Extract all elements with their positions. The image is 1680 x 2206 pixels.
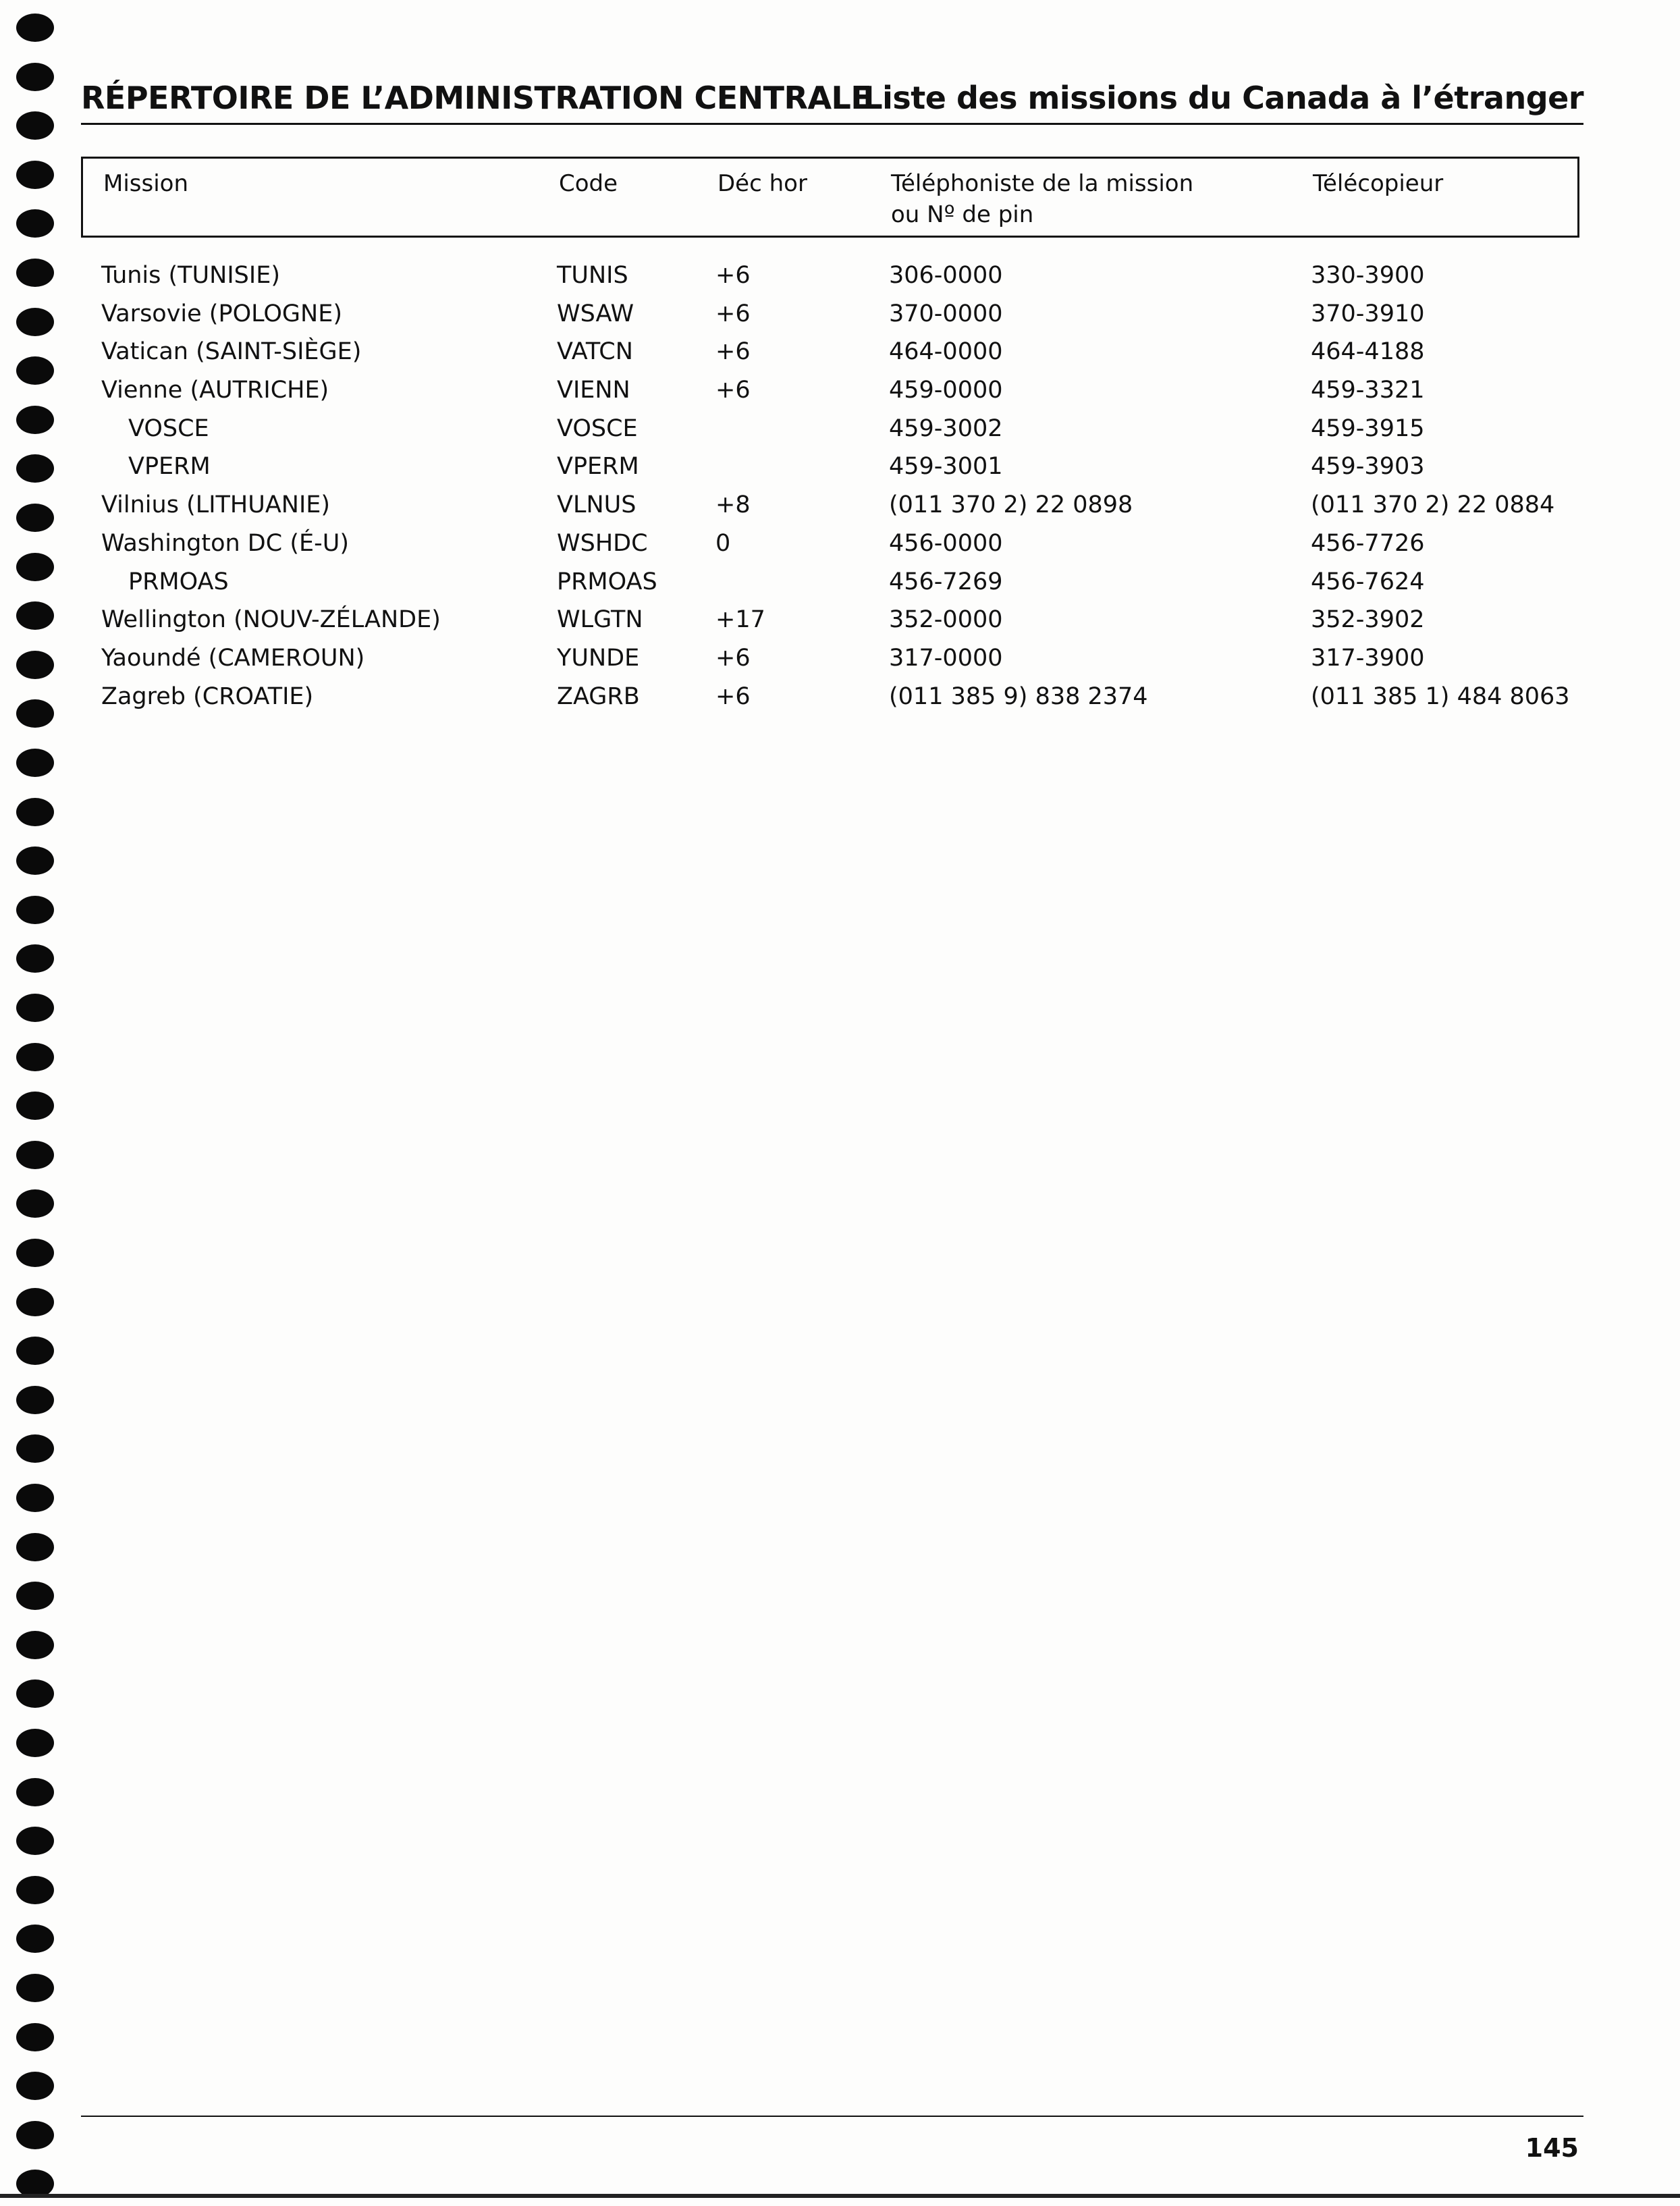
binding-hole xyxy=(16,1484,54,1512)
telephone-cell: 459-3002 xyxy=(889,414,1003,442)
binding-hole xyxy=(16,1679,54,1708)
binding-hole xyxy=(16,1239,54,1267)
fax-cell: 456-7726 xyxy=(1311,529,1425,557)
binding-hole xyxy=(16,1631,54,1659)
directory-title: RÉPERTOIRE DE L’ADMINISTRATION CENTRALE xyxy=(81,80,872,116)
footer-rule xyxy=(81,2116,1583,2117)
mission-cell: Wellington (NOUV-ZÉLANDE) xyxy=(101,606,441,634)
code-cell: ZAGRB xyxy=(557,682,640,710)
binding-hole xyxy=(16,1827,54,1855)
code-cell: VPERM xyxy=(557,453,639,481)
fax-cell: 459-3321 xyxy=(1311,377,1425,404)
mission-cell: Vilnius (LITHUANIE) xyxy=(101,491,331,519)
fax-cell: 330-3900 xyxy=(1311,262,1425,289)
dec-hor-cell: 0 xyxy=(715,529,731,557)
dec-hor-cell: +17 xyxy=(715,606,765,634)
telephone-cell: (011 385 9) 838 2374 xyxy=(889,682,1148,710)
binding-hole xyxy=(16,1876,54,1904)
binding-hole xyxy=(16,1729,54,1757)
binding-hole xyxy=(16,994,54,1022)
table-row xyxy=(0,257,1680,295)
binding-hole xyxy=(16,1043,54,1071)
binding-hole xyxy=(16,2072,54,2100)
table-row xyxy=(0,410,1680,448)
binding-hole xyxy=(16,1288,54,1316)
binding-hole xyxy=(16,1925,54,1953)
telephone-cell: 464-0000 xyxy=(889,338,1003,366)
code-cell: PRMOAS xyxy=(557,568,657,595)
code-cell: VATCN xyxy=(557,338,633,366)
mission-cell: VOSCE xyxy=(128,414,209,442)
dec-hor-cell: +6 xyxy=(715,682,751,710)
binding-hole xyxy=(16,944,54,973)
dec-hor-cell: +6 xyxy=(715,644,751,672)
telephone-cell: 459-0000 xyxy=(889,377,1003,404)
code-cell: WSAW xyxy=(557,300,634,327)
table-row xyxy=(0,333,1680,371)
mission-cell: Vatican (SAINT-SIÈGE) xyxy=(101,338,362,366)
binding-hole xyxy=(16,1189,54,1218)
column-header-telephoniste xyxy=(891,168,1193,230)
dec-hor-cell: +6 xyxy=(715,300,751,327)
binding-hole xyxy=(16,2121,54,2149)
fax-cell: 459-3915 xyxy=(1311,414,1425,442)
telephone-cell: 456-7269 xyxy=(889,568,1003,595)
binding-hole xyxy=(16,1141,54,1169)
table-row xyxy=(0,295,1680,333)
binding-hole xyxy=(16,1778,54,1806)
page-number: 145 xyxy=(1525,2133,1579,2163)
code-cell: WLGTN xyxy=(557,606,643,634)
mission-cell: PRMOAS xyxy=(128,568,229,595)
binding-hole xyxy=(16,896,54,924)
dec-hor-cell: +6 xyxy=(715,377,751,404)
dec-hor-cell: +8 xyxy=(715,491,751,519)
mission-table xyxy=(0,257,1680,716)
binding-hole xyxy=(16,1974,54,2002)
binding-hole xyxy=(16,1582,54,1610)
mission-cell: Vienne (AUTRICHE) xyxy=(101,377,329,404)
fax-cell: 352-3902 xyxy=(1311,606,1425,634)
binding-hole xyxy=(16,749,54,777)
binding-hole xyxy=(16,1092,54,1120)
telephone-cell: (011 370 2) 22 0898 xyxy=(889,491,1133,519)
mission-cell: Washington DC (É-U) xyxy=(101,529,349,557)
header-rule xyxy=(81,123,1583,125)
code-cell: VOSCE xyxy=(557,414,638,442)
mission-cell: Yaoundé (CAMEROUN) xyxy=(101,644,365,672)
code-cell: TUNIS xyxy=(557,262,628,289)
mission-cell: Tunis (TUNISIE) xyxy=(101,262,280,289)
fax-cell: 370-3910 xyxy=(1311,300,1425,327)
table-row xyxy=(0,524,1680,563)
dec-hor-cell: +6 xyxy=(715,262,751,289)
fax-cell: 456-7624 xyxy=(1311,568,1425,595)
table-row xyxy=(0,563,1680,601)
mission-cell: VPERM xyxy=(128,453,211,481)
table-row xyxy=(0,448,1680,486)
binding-hole xyxy=(16,209,54,238)
binding-hole xyxy=(16,1533,54,1561)
page-bottom-edge xyxy=(0,2194,1680,2198)
binding-hole xyxy=(16,1386,54,1414)
binding-hole xyxy=(16,161,54,189)
code-cell: YUNDE xyxy=(557,644,640,672)
binding-hole xyxy=(16,2023,54,2051)
fax-cell: 464-4188 xyxy=(1311,338,1425,366)
code-cell: WSHDC xyxy=(557,529,648,557)
mission-cell: Zagreb (CROATIE) xyxy=(101,682,314,710)
table-row xyxy=(0,371,1680,410)
table-row xyxy=(0,639,1680,678)
mission-cell: Varsovie (POLOGNE) xyxy=(101,300,342,327)
table-row xyxy=(0,678,1680,716)
telephone-cell: 352-0000 xyxy=(889,606,1003,634)
binding-hole xyxy=(16,846,54,875)
telephone-cell: 306-0000 xyxy=(889,262,1003,289)
column-header-dec-hor: Déc hor xyxy=(717,170,807,197)
binding-hole xyxy=(16,111,54,140)
binding-hole xyxy=(16,63,54,91)
column-header-code: Code xyxy=(559,170,618,197)
fax-cell: (011 370 2) 22 0884 xyxy=(1311,491,1555,519)
column-header-telecopieur: Télécopieur xyxy=(1313,170,1444,197)
column-header-mission: Mission xyxy=(103,170,189,197)
binding-hole xyxy=(16,1337,54,1365)
code-cell: VIENN xyxy=(557,377,630,404)
fax-cell: (011 385 1) 484 8063 xyxy=(1311,682,1570,710)
dec-hor-cell: +6 xyxy=(715,338,751,366)
binding-hole xyxy=(16,14,54,42)
section-title: Liste des missions du Canada à l’étranger xyxy=(863,80,1583,116)
fax-cell: 317-3900 xyxy=(1311,644,1425,672)
fax-cell: 459-3903 xyxy=(1311,453,1425,481)
telephone-cell: 317-0000 xyxy=(889,644,1003,672)
telephone-cell: 370-0000 xyxy=(889,300,1003,327)
column-header-telephoniste-line2: ou Nº de pin xyxy=(891,201,1034,228)
table-row xyxy=(0,486,1680,524)
binding-hole xyxy=(16,1434,54,1463)
table-row xyxy=(0,601,1680,639)
code-cell: VLNUS xyxy=(557,491,636,519)
column-header-box xyxy=(81,157,1579,238)
telephone-cell: 459-3001 xyxy=(889,453,1003,481)
column-header-telephoniste-line1: Téléphoniste de la mission xyxy=(891,170,1194,197)
binding-hole xyxy=(16,798,54,826)
telephone-cell: 456-0000 xyxy=(889,529,1003,557)
